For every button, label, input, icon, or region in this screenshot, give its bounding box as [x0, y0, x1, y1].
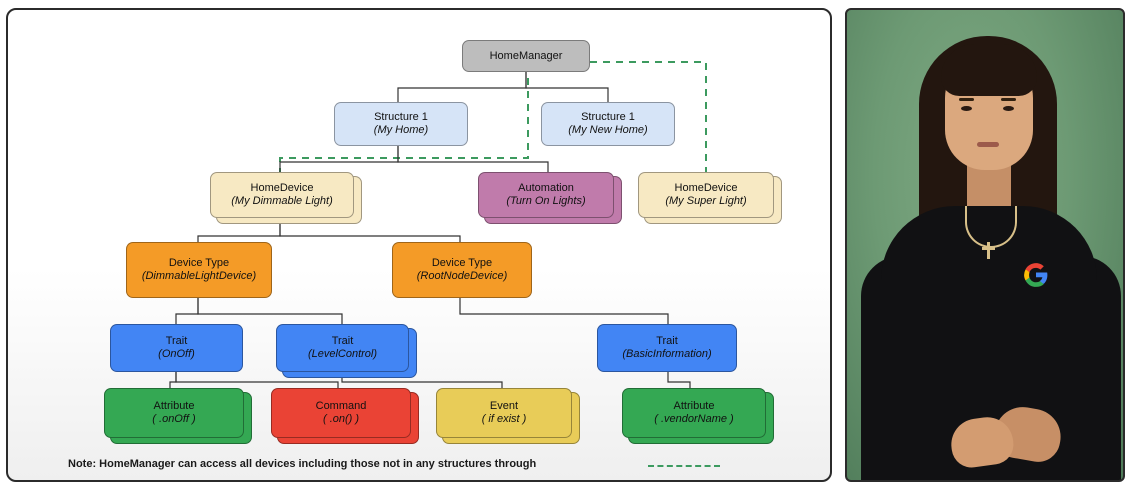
presenter-eyebrow-right [1001, 98, 1016, 101]
node-trait-basicinformation [597, 324, 737, 372]
node-label: Device Type [168, 257, 230, 269]
node-label: HomeDevice [250, 182, 314, 194]
node-label: HomeDevice [674, 182, 738, 194]
presenter-video-panel[interactable] [845, 8, 1125, 482]
node-sublabel: (Turn On Lights) [506, 195, 586, 207]
node-sublabel: (OnOff) [158, 348, 195, 360]
node-label: Trait [656, 335, 678, 347]
presenter-eyebrow-left [959, 98, 974, 101]
node-sublabel: (DimmableLightDevice) [141, 270, 257, 282]
presenter-eye-right [1003, 106, 1014, 111]
node-home-manager [462, 40, 590, 72]
node-sublabel: (My New Home) [568, 124, 648, 136]
diagram-note: Note: HomeManager can access all devices including those not in any structures through [68, 458, 537, 470]
node-home-device-1 [210, 172, 354, 218]
node-device-type-2 [392, 242, 532, 298]
node-label: Device Type [431, 257, 493, 269]
node-label: Event [489, 400, 519, 412]
google-g-icon [1023, 262, 1049, 288]
node-sublabel: ( if exist ) [481, 413, 527, 425]
node-label: Automation [518, 182, 574, 194]
node-sublabel: (My Dimmable Light) [231, 195, 333, 207]
node-label: Structure 1 [374, 111, 428, 123]
legend-dashed-line [648, 465, 720, 467]
node-label: Structure 1 [581, 111, 635, 123]
presenter-fringe [941, 44, 1037, 96]
node-label: Attribute [673, 400, 715, 412]
slide-panel [6, 8, 832, 482]
node-attribute-onoff [104, 388, 244, 438]
node-device-type-1 [126, 242, 272, 298]
node-label: Trait [165, 335, 188, 347]
node-sublabel: ( .onOff ) [152, 413, 196, 425]
node-label: Command [315, 400, 367, 412]
node-command-on [271, 388, 411, 438]
presenter-mouth [977, 142, 999, 147]
node-structure-1 [334, 102, 468, 146]
node-sublabel: (My Super Light) [665, 195, 747, 207]
node-sublabel: (BasicInformation) [622, 348, 712, 360]
node-trait-levelcontrol [276, 324, 409, 372]
presenter-cross-pendant-bar [982, 247, 995, 250]
node-label: HomeManager [489, 49, 563, 62]
node-automation [478, 172, 614, 218]
node-sublabel: (RootNodeDevice) [416, 270, 508, 282]
node-sublabel: ( .vendorName ) [654, 413, 734, 425]
presenter-cross-pendant [987, 242, 990, 259]
node-sublabel: (My Home) [373, 124, 429, 136]
presenter-eye-left [961, 106, 972, 111]
node-attribute-vendorname [622, 388, 766, 438]
node-home-device-2 [638, 172, 774, 218]
node-label: Trait [331, 335, 354, 347]
node-structure-2 [541, 102, 675, 146]
node-sublabel: ( .on() ) [322, 413, 360, 425]
node-sublabel: (LevelControl) [307, 348, 378, 360]
node-trait-onoff [110, 324, 243, 372]
node-event-ifexist [436, 388, 572, 438]
node-label: Attribute [153, 400, 195, 412]
